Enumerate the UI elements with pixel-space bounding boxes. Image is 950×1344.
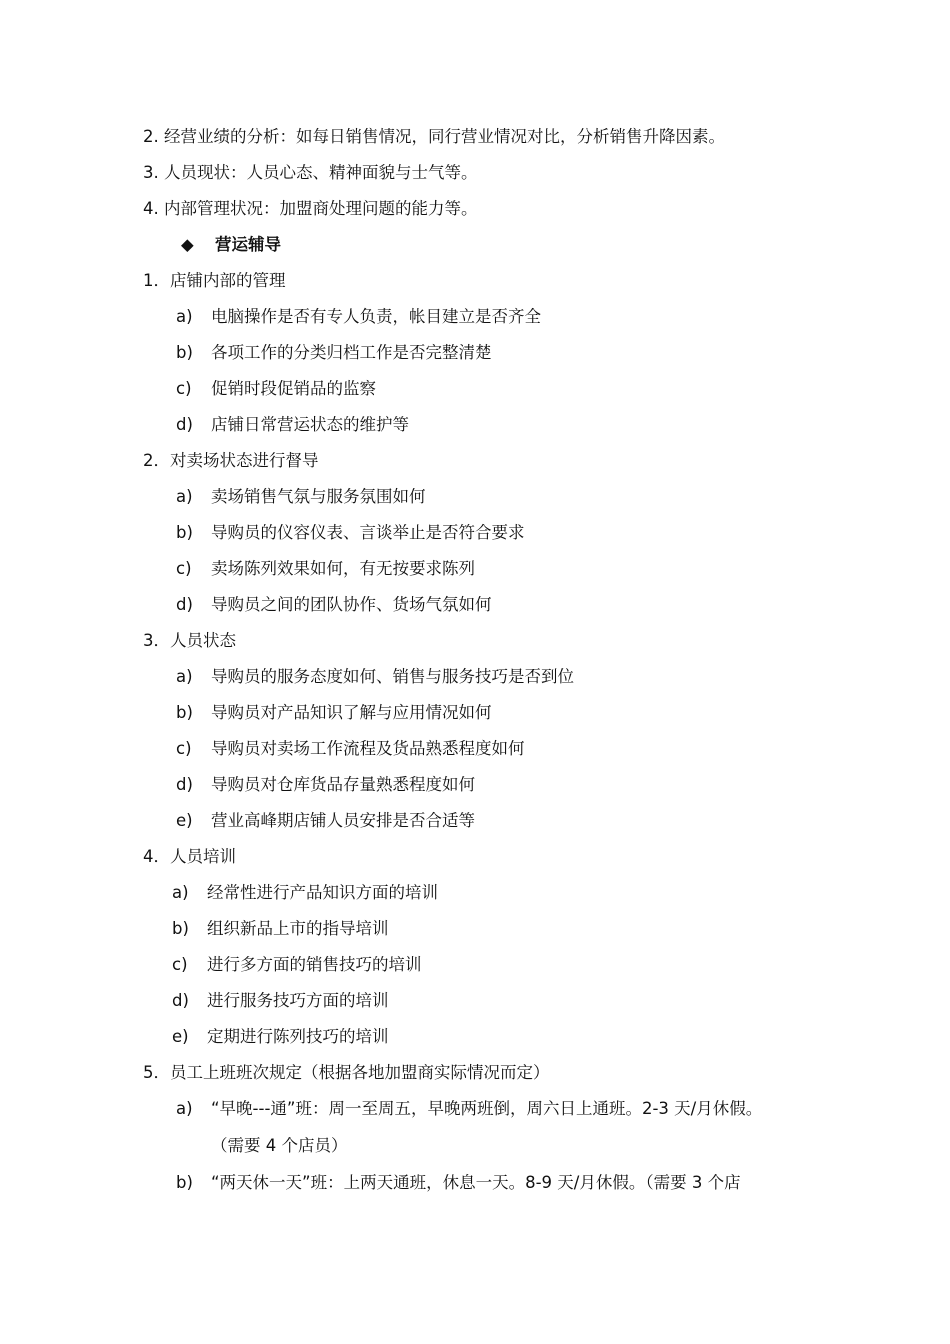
item-text: 定期进行陈列技巧的培训	[207, 1027, 389, 1046]
section-4-title: 4．人员培训	[143, 847, 236, 866]
section-5-title: 5．员工上班班次规定（根据各地加盟商实际情况而定）	[143, 1063, 550, 1082]
section-1-title: 1．店铺内部的管理	[143, 271, 286, 290]
item-letter: c)	[172, 955, 188, 974]
heading-text: 营运辅导	[215, 235, 281, 254]
list-item	[172, 990, 389, 1012]
list-item	[176, 774, 475, 796]
item-text: 导购员的服务态度如何、销售与服务技巧是否到位	[211, 667, 574, 686]
list-item	[176, 306, 541, 328]
item-letter: e)	[176, 811, 193, 830]
item-text: 各项工作的分类归档工作是否完整清楚	[211, 343, 492, 362]
item-text: 卖场陈列效果如何，有无按要求陈列	[211, 559, 475, 578]
intro-line-4: 4. 内部管理状况：加盟商处理问题的能力等。	[143, 199, 478, 218]
list-item	[176, 486, 426, 508]
list-item	[172, 882, 438, 904]
item-letter: c)	[176, 379, 192, 398]
item-text: 营业高峰期店铺人员安排是否合适等	[211, 811, 475, 830]
item-text: 电脑操作是否有专人负责，帐目建立是否齐全	[211, 307, 541, 326]
item-letter: d)	[176, 595, 193, 614]
item-text: 卖场销售气氛与服务氛围如何	[211, 487, 426, 506]
item-text: 导购员对仓库货品存量熟悉程度如何	[211, 775, 475, 794]
list-item	[176, 1098, 763, 1120]
list-item	[176, 594, 492, 616]
item-letter: c)	[176, 739, 192, 758]
item-letter: e)	[172, 1027, 189, 1046]
list-item	[176, 378, 376, 400]
intro-line-2: 2. 经营业绩的分析：如每日销售情况，同行营业情况对比，分析销售升降因素。	[143, 127, 725, 146]
item-letter: d)	[176, 775, 193, 794]
section-3-title: 3．人员状态	[143, 631, 236, 650]
item-letter: a)	[176, 667, 193, 686]
item-letter: b)	[176, 523, 193, 542]
item-text: 组织新品上市的指导培训	[207, 919, 389, 938]
list-item	[176, 558, 475, 580]
list-item	[176, 522, 525, 544]
item-text: 进行多方面的销售技巧的培训	[207, 955, 422, 974]
item-text: 进行服务技巧方面的培训	[207, 991, 389, 1010]
item-letter: c)	[176, 559, 192, 578]
item-letter: a)	[172, 883, 189, 902]
item-text: “两天休一天”班：上两天通班，休息一天。8-9 天/月休假。（需要 3 个店	[211, 1173, 741, 1192]
section-2-title: 2．对卖场状态进行督导	[143, 451, 319, 470]
list-item	[176, 342, 492, 364]
list-item	[176, 702, 492, 724]
list-item	[172, 954, 422, 976]
item-letter: b)	[176, 343, 193, 362]
item-letter: d)	[172, 991, 189, 1010]
list-item-continuation: （需要 4 个店员）	[211, 1136, 348, 1155]
item-letter: d)	[176, 415, 193, 434]
list-item	[176, 810, 475, 832]
list-item	[172, 918, 389, 940]
diamond-bullet-icon: ◆	[181, 235, 194, 254]
item-text: 店铺日常营运状态的维护等	[211, 415, 409, 434]
item-text: 导购员对产品知识了解与应用情况如何	[211, 703, 492, 722]
item-letter: b)	[176, 703, 193, 722]
item-text: 促销时段促销品的监察	[211, 379, 376, 398]
item-text: 导购员对卖场工作流程及货品熟悉程度如何	[211, 739, 525, 758]
item-letter: a)	[176, 307, 193, 326]
list-item	[172, 1026, 389, 1048]
item-text: 导购员的仪容仪表、言谈举止是否符合要求	[211, 523, 525, 542]
section-heading	[181, 234, 281, 256]
item-text: 经常性进行产品知识方面的培训	[207, 883, 438, 902]
item-text: 导购员之间的团队协作、货场气氛如何	[211, 595, 492, 614]
list-item	[176, 738, 525, 760]
item-letter: a)	[176, 1099, 193, 1118]
item-letter: a)	[176, 487, 193, 506]
item-letter: b)	[172, 919, 189, 938]
intro-line-3: 3. 人员现状：人员心态、精神面貌与士气等。	[143, 163, 478, 182]
list-item	[176, 1172, 741, 1194]
item-text: “早晚---通”班：周一至周五，早晚两班倒，周六日上通班。2-3 天/月休假。	[211, 1099, 763, 1118]
list-item	[176, 414, 409, 436]
list-item	[176, 666, 574, 688]
item-letter: b)	[176, 1173, 193, 1192]
